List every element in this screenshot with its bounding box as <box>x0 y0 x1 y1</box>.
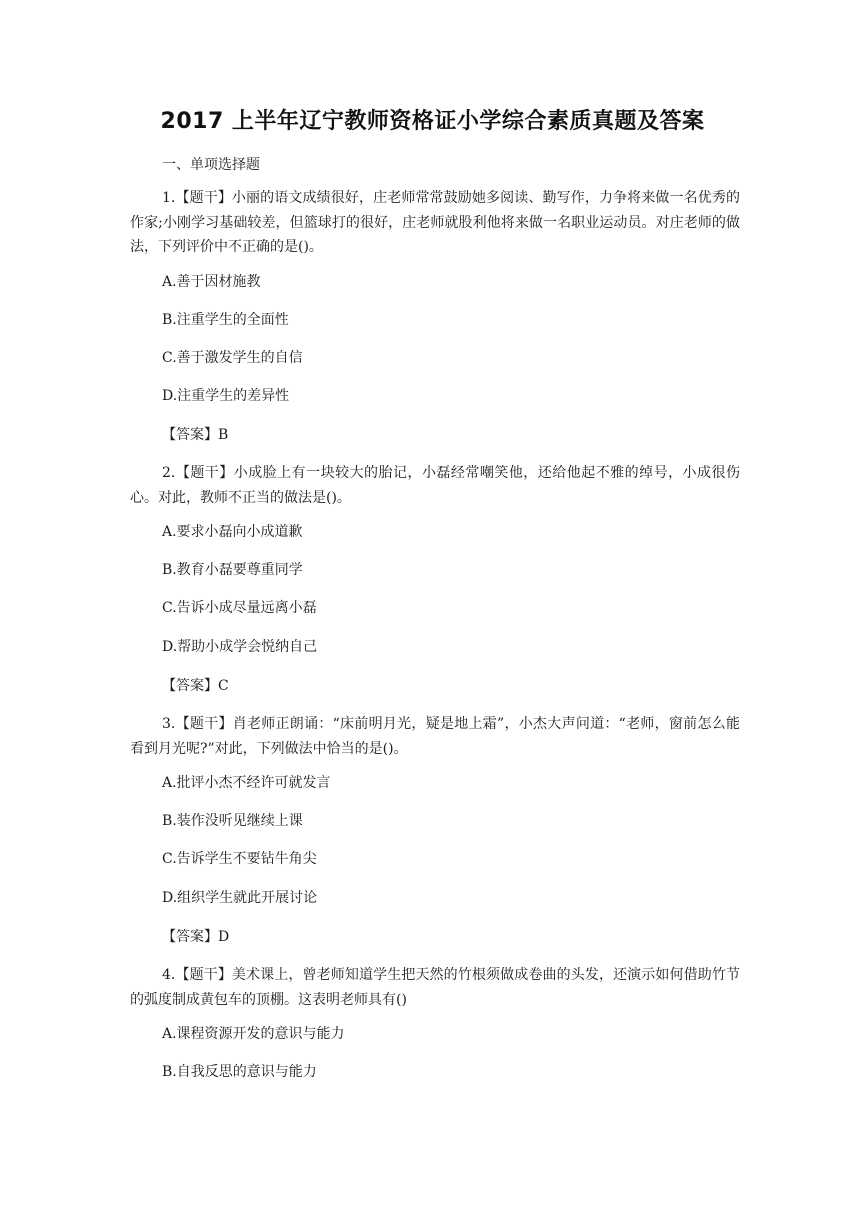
section-heading: 一、单项选择题 <box>162 157 260 173</box>
question-1-answer: 【答案】B <box>162 427 229 443</box>
question-1-option-a: A.善于因材施教 <box>162 274 261 290</box>
question-1-option-b: B.注重学生的全面性 <box>162 312 289 328</box>
question-3-option-d: D.组织学生就此开展讨论 <box>162 890 318 906</box>
document-title: 2017 上半年辽宁教师资格证小学综合素质真题及答案 <box>160 109 705 134</box>
question-2-option-b: B.教育小磊要尊重同学 <box>162 562 303 578</box>
question-3-option-c: C.告诉学生不要钻牛角尖 <box>162 851 317 867</box>
question-3-option-b: B.装作没听见继续上课 <box>162 813 303 829</box>
question-2-answer: 【答案】C <box>162 678 229 694</box>
question-3-option-a: A.批评小杰不经许可就发言 <box>162 775 331 791</box>
question-4-option-b: B.自我反思的意识与能力 <box>162 1064 317 1080</box>
question-1-option-c: C.善于激发学生的自信 <box>162 350 303 366</box>
question-3-answer: 【答案】D <box>162 929 230 945</box>
question-stem-4: 4.【题干】美术课上，曾老师知道学生把天然的竹根须做成卷曲的头发，还演示如何借助竹节的弧度制成黄包车的顶棚。这表明老师具有() <box>130 967 740 1008</box>
question-stem-1: 1.【题干】小丽的语文成绩很好，庄老师常常鼓励她多阅读、勤写作，力争将来做一名优秀的作家;小刚学习基础较差，但篮球打的很好，庄老师就股利他将来做一名职业运动员。对庄老师的做法，下列评价中不正确的是()。 <box>130 190 740 255</box>
question-2-option-d: D.帮助小成学会悦纳自己 <box>162 639 318 655</box>
question-4-option-a: A.课程资源开发的意识与能力 <box>162 1026 345 1042</box>
question-2-option-a: A.要求小磊向小成道歉 <box>162 524 303 540</box>
question-stem-2: 2.【题干】小成脸上有一块较大的胎记，小磊经常嘲笑他，还给他起不雅的绰号，小成很伤心。对此，教师不正当的做法是()。 <box>130 465 740 506</box>
question-stem-3: 3.【题干】肖老师正朗诵：“床前明月光，疑是地上霜”，小杰大声问道：“老师，窗前怎么能看到月光呢?”对此，下列做法中恰当的是()。 <box>130 716 740 757</box>
question-2-option-c: C.告诉小成尽量远离小磊 <box>162 600 317 616</box>
question-1-option-d: D.注重学生的差异性 <box>162 388 290 404</box>
